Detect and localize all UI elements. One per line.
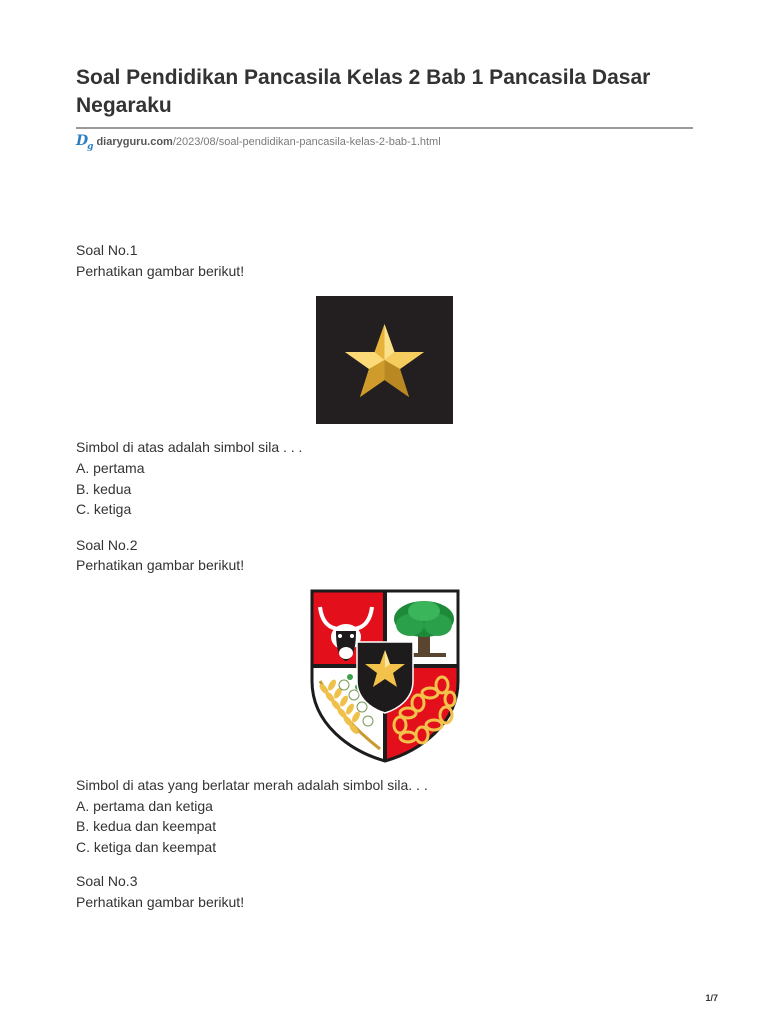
- document-title: Soal Pendidikan Pancasila Kelas 2 Bab 1 Pancasila Dasar Negaraku: [76, 66, 651, 117]
- question-3-heading: Soal No.3: [76, 873, 138, 889]
- question-3-prompt: Perhatikan gambar berikut!: [76, 894, 245, 910]
- source-path[interactable]: /2023/08/soal-pendidikan-pancasila-kelas-2-bab-1.html: [172, 136, 441, 149]
- question-2-text: Simbol di atas yang berlatar merah adalah simbol sila. . .: [76, 777, 428, 793]
- question-1-option-a: A. pertama: [76, 460, 145, 476]
- center-star-shield-icon: [357, 642, 413, 713]
- pancasila-shield-image: [310, 589, 460, 763]
- question-2-option-c: C. ketiga dan keempat: [76, 839, 217, 855]
- page-indicator: 1/7: [705, 993, 718, 1003]
- star-symbol-image: [316, 296, 453, 424]
- question-1-text: Simbol di atas adalah simbol sila . . .: [76, 439, 303, 455]
- question-2-heading: Soal No.2: [76, 537, 138, 553]
- question-2-prompt: Perhatikan gambar berikut!: [76, 557, 245, 573]
- question-2-option-a: A. pertama dan ketiga: [76, 798, 213, 814]
- title-divider: [76, 127, 693, 129]
- question-1-option-b: B. kedua: [76, 481, 132, 497]
- question-2-option-b: B. kedua dan keempat: [76, 818, 217, 834]
- question-1-heading: Soal No.1: [76, 242, 138, 258]
- source-domain[interactable]: diaryguru.com: [96, 136, 173, 149]
- source-line: [76, 133, 441, 152]
- question-1-prompt: Perhatikan gambar berikut!: [76, 263, 245, 279]
- question-1-option-c: C. ketiga: [76, 501, 132, 517]
- diaryguru-logo-icon: $D_g$: [76, 133, 93, 152]
